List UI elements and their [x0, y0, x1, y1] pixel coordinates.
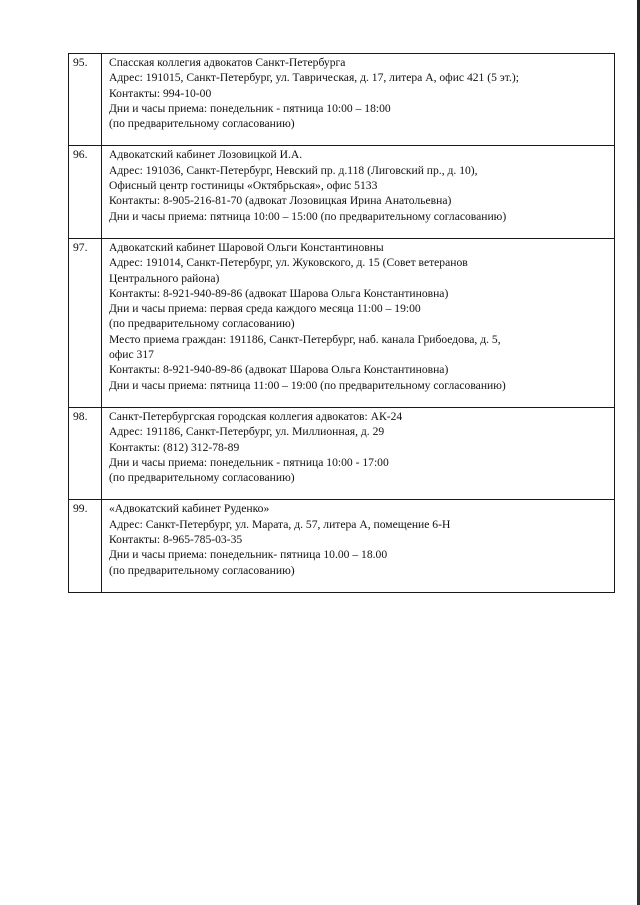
entry-content	[102, 407, 615, 499]
entry-second-hours: Дни и часы приема: пятница 11:00 – 19:00 (по предварительному согласованию)	[109, 378, 506, 392]
table-row	[69, 238, 615, 407]
entry-address-continued: Центрального района)	[109, 271, 220, 285]
entry-title: Адвокатский кабинет Шаровой Ольги Константиновны	[109, 240, 384, 254]
entry-note: (по предварительному согласованию)	[109, 471, 295, 485]
entry-hours: Дни и часы приема: понедельник- пятница 10.00 – 18.00	[109, 548, 388, 562]
entry-title: Спасская коллегия адвокатов Санкт-Петербурга	[109, 56, 346, 69]
entry-number: 96.	[69, 146, 102, 238]
entry-address: Адрес: 191186, Санкт-Петербург, ул. Миллионная, д. 29	[109, 425, 385, 439]
table-row	[69, 146, 615, 238]
entry-contacts: Контакты: 994-10-00	[109, 86, 212, 100]
entry-address: Адрес: 191014, Санкт-Петербург, ул. Жуковского, д. 15 (Совет ветеранов	[109, 256, 468, 270]
entry-title: Санкт-Петербургская городская коллегия адвокатов: АК-24	[109, 409, 403, 423]
entry-second-contacts: Контакты: 8-921-940-89-86 (адвокат Шарова Ольга Константиновна)	[109, 363, 449, 377]
entry-hours: Дни и часы приема: первая среда каждого месяца 11:00 – 19:00	[109, 302, 421, 316]
entry-note: (по предварительному согласованию)	[109, 117, 295, 131]
entry-contacts: Контакты: (812) 312-78-89	[109, 440, 240, 454]
entry-number: 95.	[69, 54, 102, 146]
entry-contacts: Контакты: 8-905-216-81-70 (адвокат Лозовицкая Ирина Анатольевна)	[109, 194, 452, 208]
entry-title: Адвокатский кабинет Лозовицкой И.А.	[109, 148, 303, 162]
entry-hours: Дни и часы приема: пятница 10:00 – 15:00 (по предварительному согласованию)	[109, 209, 507, 223]
entry-title: «Адвокатский кабинет Руденко»	[109, 502, 270, 516]
entry-number: 98.	[69, 407, 102, 499]
entry-contacts: Контакты: 8-921-940-89-86 (адвокат Шарова Ольга Константиновна)	[109, 286, 449, 300]
entry-second-address: Место приема граждан: 191186, Санкт-Петербург, наб. канала Грибоедова, д. 5,	[109, 332, 501, 346]
entry-number: 99.	[69, 500, 102, 592]
entry-content	[102, 500, 615, 592]
entry-address: Адрес: 191015, Санкт-Петербург, ул. Таврическая, д. 17, литера А, офис 421 (5 эт.);	[109, 71, 519, 85]
entry-content	[102, 54, 615, 146]
entry-content	[102, 238, 615, 407]
entry-address: Адрес: 191036, Санкт-Петербург, Невский пр. д.118 (Лиговский пр., д. 10),	[109, 163, 478, 177]
table-row	[69, 407, 615, 499]
table-row	[69, 54, 615, 146]
entry-address-continued: Офисный центр гостиницы «Октябрьская», офис 5133	[109, 179, 378, 193]
table-row	[69, 500, 615, 592]
entry-address: Адрес: Санкт-Петербург, ул. Марата, д. 57, литера А, помещение 6-Н	[109, 517, 451, 531]
entry-hours: Дни и часы приема: понедельник - пятница 10:00 – 18:00	[109, 101, 391, 115]
entry-number: 97.	[69, 238, 102, 407]
lawyers-registry-table	[68, 53, 615, 593]
entry-note: (по предварительному согласованию)	[109, 317, 295, 331]
entry-contacts: Контакты: 8-965-785-03-35	[109, 533, 243, 547]
entry-hours: Дни и часы приема: понедельник - пятница 10:00 - 17:00	[109, 455, 389, 469]
entry-note: (по предварительному согласованию)	[109, 563, 295, 577]
entry-second-address-continued: офис 317	[109, 348, 154, 362]
entry-content	[102, 146, 615, 238]
